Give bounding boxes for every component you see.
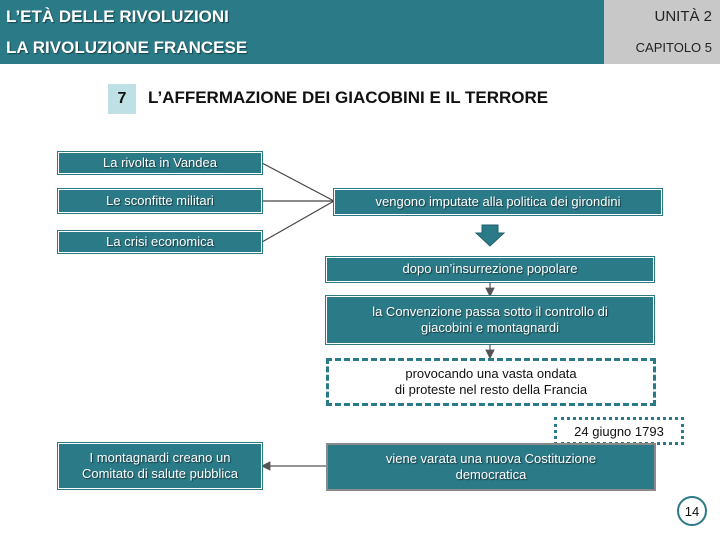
section-number: 7 xyxy=(108,84,136,114)
constitution-line1: viene varata una nuova Costituzione xyxy=(385,450,597,466)
committee-line1: I montagnardi creano un xyxy=(89,449,231,465)
convention-line1: la Convenzione passa sotto il controllo di xyxy=(372,303,608,319)
connector-crisi xyxy=(262,201,334,242)
uprising-box: dopo un’insurrezione popolare xyxy=(326,257,654,282)
protests-box xyxy=(326,358,656,406)
protests-line2: di proteste nel resto della Francia xyxy=(394,382,588,397)
cause-crisi-economica: La crisi economica xyxy=(58,231,262,253)
page-number: 14 xyxy=(677,496,707,526)
committee-line2: Comitato di salute pubblica xyxy=(81,466,239,481)
chapter-label: CAPITOLO 5 xyxy=(635,40,712,55)
constitution-line2: democratica xyxy=(455,467,527,482)
unit-label: UNITÀ 2 xyxy=(654,8,712,25)
section-title: L’AFFERMAZIONE DEI GIACOBINI E IL TERRORE xyxy=(148,88,549,107)
cause-vandea: La rivolta in Vandea xyxy=(58,152,262,174)
header-title: L’ETÀ DELLE RIVOLUZIONI xyxy=(6,7,229,26)
blame-girondini-box: vengono imputate alla politica dei girondini xyxy=(334,189,662,215)
convention-box xyxy=(326,296,654,344)
cause-sconfitte-militari: Le sconfitte militari xyxy=(58,189,262,213)
convention-line2: giacobini e montagnardi xyxy=(420,320,560,335)
protests-line1: provocando una vasta ondata xyxy=(405,365,577,381)
constitution-box xyxy=(326,443,656,491)
big-down-arrow-icon xyxy=(476,225,504,246)
connector-vandea xyxy=(262,163,334,201)
committee-box xyxy=(58,443,262,489)
header-subtitle: LA RIVOLUZIONE FRANCESE xyxy=(6,38,248,57)
date-box: 24 giugno 1793 xyxy=(554,417,684,445)
